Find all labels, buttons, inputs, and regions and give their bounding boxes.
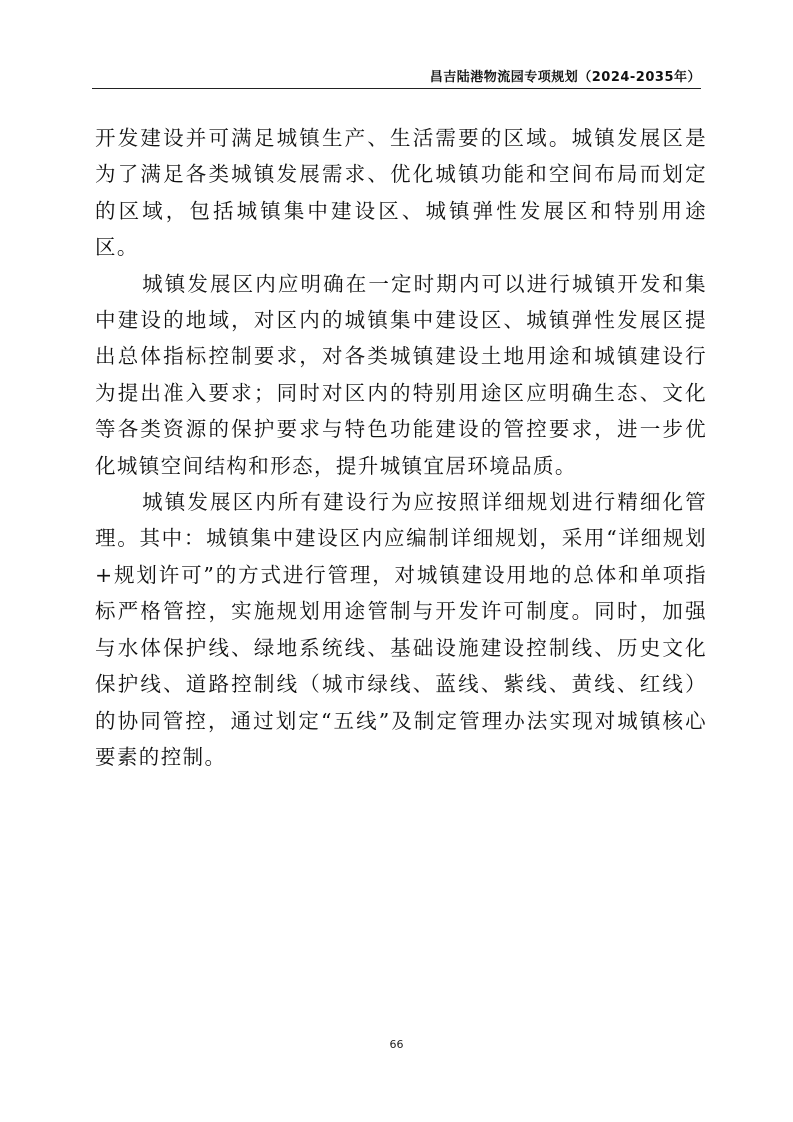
- paragraph-continuation: 开发建设并可满足城镇生产、生活需要的区域。城镇发展区是为了满足各类城镇发展需求、优化城镇功能和空间布局而划定的区域，包括城镇集中建设区、城镇弹性发展区和特别用途区。: [95, 126, 707, 260]
- page-number: 66: [389, 1038, 404, 1051]
- paragraph-urban-development-zone-requirements: 城镇发展区内应明确在一定时期内可以进行城镇开发和集中建设的地域，对区内的城镇集中建设区、城镇弹性发展区提出总体指标控制要求，对各类城镇建设土地用途和城镇建设行为提出准入要求；同时对区内的特别用途区应明确生态、文化等各类资源的保护要求与特色功能建设的管控要求，进一步优化城镇空间结构和形态，提升城镇宜居环境品质。: [95, 271, 707, 478]
- running-header: [92, 66, 701, 89]
- header-title: 昌吉陆港物流园专项规划（2024-2035年）: [429, 70, 701, 85]
- body-text: [95, 120, 707, 775]
- paragraph-detailed-planning-management: 城镇发展区内所有建设行为应按照详细规划进行精细化管理。其中：城镇集中建设区内应编制详细规划，采用“详细规划+规划许可”的方式进行管理，对城镇建设用地的总体和单项指标严格管控，实施规划用途管制与开发许可制度。同时，加强与水体保护线、绿地系统线、基础设施建设控制线、历史文化保护线、道路控制线（城市绿线、蓝线、紫线、黄线、红线）的协同管控，通过划定“五线”及制定管理办法实现对城镇核心要素的控制。: [95, 490, 707, 769]
